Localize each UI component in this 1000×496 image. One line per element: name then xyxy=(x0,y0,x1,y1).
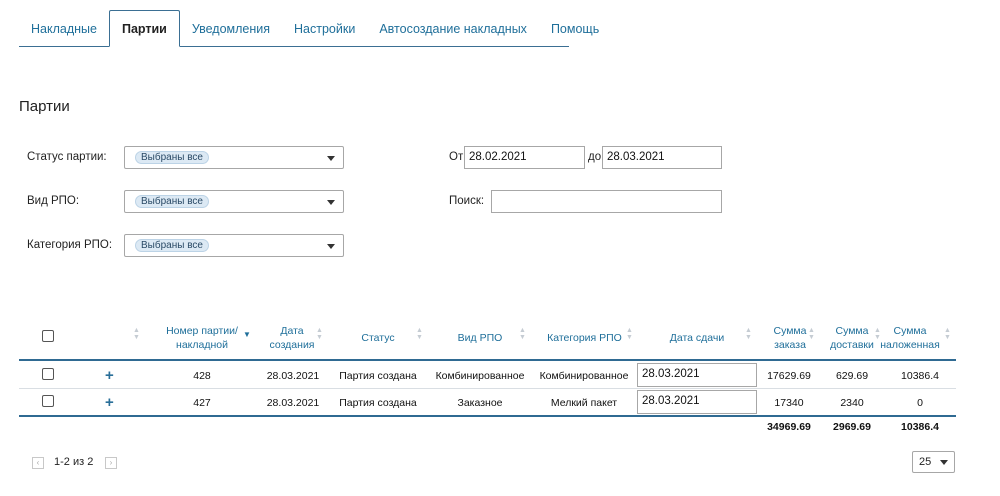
expand-row-icon[interactable]: + xyxy=(105,394,114,411)
sort-icon[interactable]: ▲ ▼ xyxy=(133,327,140,341)
date-from-input[interactable]: 28.02.2021 xyxy=(464,146,585,169)
column-header-cod-sum-line1: Сумма xyxy=(893,325,927,337)
total-order-sum: 34969.69 xyxy=(767,421,811,433)
cell-number: 428 xyxy=(193,370,211,382)
column-header-created-line2: создания xyxy=(269,339,315,351)
column-header-number-line2: накладной xyxy=(176,339,228,351)
chevron-down-icon xyxy=(327,200,335,205)
column-header-number-line1: Номер партии/ xyxy=(166,325,238,337)
column-header-created[interactable] xyxy=(262,324,322,352)
search-input[interactable] xyxy=(491,190,722,213)
tab-settings[interactable]: Настройки xyxy=(294,21,356,36)
column-header-cod-sum-line2: наложенная xyxy=(880,339,940,351)
cell-status: Партия создана xyxy=(339,397,417,409)
cell-rpo-type: Заказное xyxy=(457,397,503,409)
cell-order-sum: 17340 xyxy=(774,397,804,409)
row-divider xyxy=(19,388,956,389)
tab-invoices[interactable]: Накладные xyxy=(31,21,97,36)
total-cod-sum: 10386.4 xyxy=(901,421,939,433)
rpo-type-filter-label: Вид РПО: xyxy=(27,195,80,207)
column-header-order-sum[interactable] xyxy=(768,324,812,352)
chevron-down-icon xyxy=(327,244,335,249)
rpo-category-filter-select[interactable] xyxy=(124,234,344,257)
total-delivery-sum: 2969.69 xyxy=(833,421,871,433)
cell-order-sum: 17629.69 xyxy=(767,370,811,382)
column-header-delivery-sum-line2: доставки xyxy=(830,339,874,351)
table-header-divider xyxy=(19,359,956,361)
status-filter-chip: Выбраны все xyxy=(135,151,209,164)
delivery-date-input[interactable]: 28.03.2021 xyxy=(637,363,757,387)
cell-delivery-sum: 629.69 xyxy=(835,370,869,382)
sort-icon[interactable]: ▲ ▼ xyxy=(519,327,526,341)
cell-rpo-category: Комбинированное xyxy=(539,370,629,382)
delivery-date-input[interactable]: 28.03.2021 xyxy=(637,390,757,414)
column-header-status[interactable]: Статус xyxy=(361,332,395,344)
column-header-order-sum-line2: заказа xyxy=(774,339,806,351)
cell-rpo-type: Комбинированное xyxy=(435,370,525,382)
rpo-type-filter-chip: Выбраны все xyxy=(135,195,209,208)
cell-delivery-sum: 2340 xyxy=(840,397,864,409)
prev-page-button[interactable]: ‹ xyxy=(32,457,44,469)
date-from-label: От xyxy=(449,151,464,163)
column-header-number[interactable] xyxy=(162,324,242,352)
date-to-input[interactable]: 28.03.2021 xyxy=(602,146,722,169)
cell-status: Партия создана xyxy=(339,370,417,382)
tab-bar xyxy=(19,10,611,47)
date-to-label: до xyxy=(588,151,602,163)
per-page-value: 25 xyxy=(919,456,932,468)
search-label: Поиск: xyxy=(449,195,485,207)
rpo-type-filter-select[interactable] xyxy=(124,190,344,213)
sort-icon[interactable]: ▲ ▼ xyxy=(745,327,752,341)
cell-created: 28.03.2021 xyxy=(266,370,320,382)
rpo-category-filter-label: Категория РПО: xyxy=(27,239,113,251)
sort-icon[interactable]: ▲ ▼ xyxy=(874,327,881,341)
cell-cod-sum: 0 xyxy=(917,397,923,409)
column-header-delivery-date[interactable]: Дата сдачи xyxy=(669,332,725,344)
column-header-rpo-category[interactable]: Категория РПО xyxy=(547,332,622,344)
cell-number: 427 xyxy=(193,397,211,409)
sort-icon[interactable]: ▲ ▼ xyxy=(944,327,951,341)
sort-desc-icon[interactable]: ▼ xyxy=(243,330,251,339)
tab-batches[interactable]: Партии xyxy=(109,10,180,47)
page-title: Партии xyxy=(19,98,70,115)
column-header-delivery-sum[interactable] xyxy=(828,324,876,352)
column-header-rpo-type[interactable]: Вид РПО xyxy=(457,332,503,344)
chevron-down-icon xyxy=(327,156,335,161)
cell-cod-sum: 10386.4 xyxy=(901,370,939,382)
sort-icon[interactable]: ▲ ▼ xyxy=(808,327,815,341)
column-header-order-sum-line1: Сумма xyxy=(773,325,807,337)
row-checkbox[interactable] xyxy=(42,395,54,407)
status-filter-label: Статус партии: xyxy=(27,151,107,163)
cell-rpo-category: Мелкий пакет xyxy=(550,397,618,409)
tab-auto-create-invoices[interactable]: Автосоздание накладных xyxy=(379,21,527,36)
column-header-delivery-sum-line1: Сумма xyxy=(835,325,869,337)
column-header-cod-sum[interactable] xyxy=(878,324,942,352)
per-page-select[interactable] xyxy=(912,451,955,473)
tab-help[interactable]: Помощь xyxy=(550,21,600,36)
sort-icon[interactable]: ▲ ▼ xyxy=(316,327,323,341)
rpo-category-filter-chip: Выбраны все xyxy=(135,239,209,252)
expand-row-icon[interactable]: + xyxy=(105,367,114,384)
chevron-down-icon xyxy=(940,460,948,465)
row-checkbox[interactable] xyxy=(42,368,54,380)
sort-icon[interactable]: ▲ ▼ xyxy=(416,327,423,341)
status-filter-select[interactable] xyxy=(124,146,344,169)
pagination-range: 1-2 из 2 xyxy=(54,456,94,468)
select-all-checkbox[interactable] xyxy=(42,330,54,342)
next-page-button[interactable]: › xyxy=(105,457,117,469)
column-header-created-line1: Дата xyxy=(280,325,304,337)
table-totals-divider xyxy=(19,415,956,417)
cell-created: 28.03.2021 xyxy=(266,397,320,409)
sort-icon[interactable]: ▲ ▼ xyxy=(626,327,633,341)
tab-notifications[interactable]: Уведомления xyxy=(191,21,271,36)
